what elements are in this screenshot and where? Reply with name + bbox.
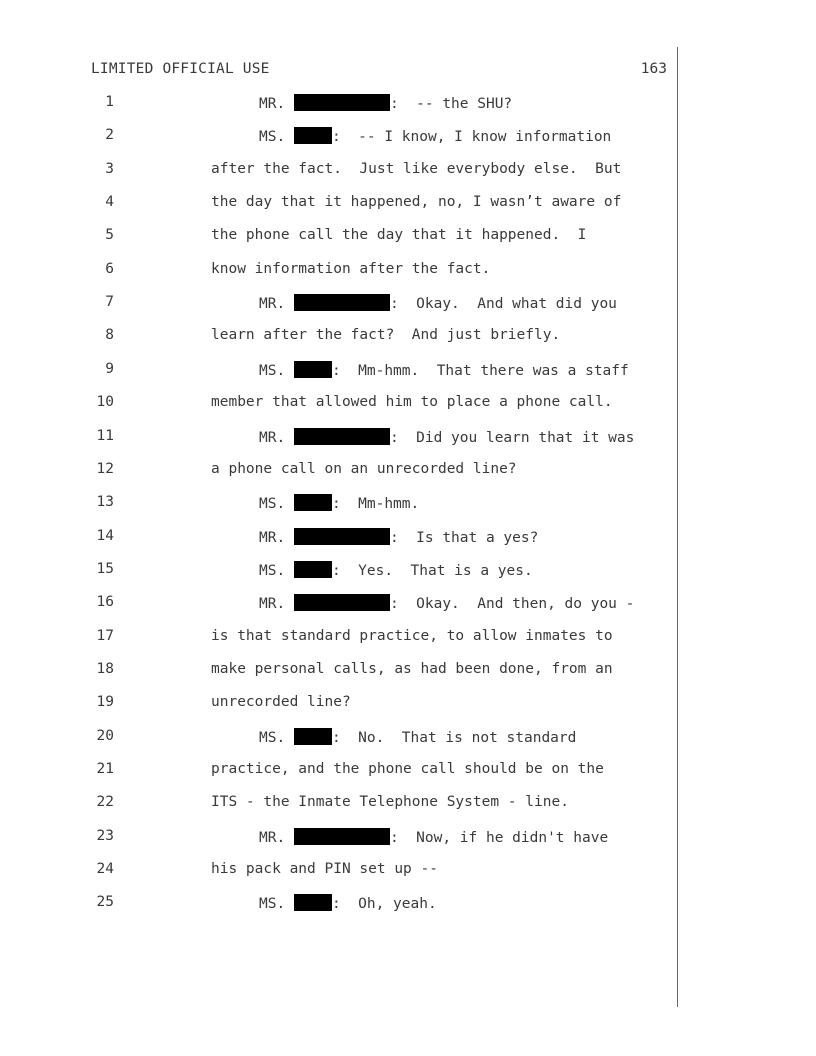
transcript-line [0,761,816,785]
speech-text: after the fact. Just like everybody else. But [211,160,622,177]
speech-text: member that allowed him to place a phone call. [211,394,613,411]
redacted-name-box [294,428,390,445]
speech-text: : Okay. And what did you [389,296,617,313]
speech-text: : Okay. And then, do you - [389,596,635,613]
speaker-line-text [259,428,634,446]
line-number: 12 [96,460,114,477]
continuation-line-text [211,661,613,677]
line-number: 8 [105,327,114,344]
continuation-line-text [211,794,569,810]
speaker-line-text [259,494,419,512]
speaker-line-text [259,361,629,379]
speech-text: : No. That is not standard [331,729,577,746]
transcript-line [0,861,816,885]
line-number: 15 [96,560,114,577]
speech-text: : Is that a yes? [389,529,539,546]
line-number: 23 [96,827,114,844]
speech-text: know information after the fact. [211,260,491,277]
line-number: 18 [96,660,114,677]
transcript-line [0,194,816,218]
speech-text: : -- the SHU? [389,96,513,112]
transcript-line [0,294,816,318]
line-number: 20 [96,727,114,744]
transcript-line [0,161,816,185]
line-number: 24 [96,861,114,878]
speaker-title: MR. [259,429,286,446]
continuation-line-text [211,861,438,877]
transcript-line [0,594,816,618]
classification-header: LIMITED OFFICIAL USE [91,61,270,77]
transcript-line [0,327,816,351]
redacted-name-box [294,127,332,144]
speech-text: : Mm-hmm. That there was a staff [331,362,629,379]
speaker-title: MS. [259,496,286,513]
redacted-name-box [294,728,332,745]
redacted-name-box [294,828,390,845]
speaker-line-text [259,294,617,312]
continuation-line-text [211,761,604,777]
speaker-title: MS. [259,362,286,379]
line-number: 7 [105,294,114,311]
speaker-title: MR. [259,96,286,112]
speech-text: make personal calls, as had been done, from an [211,660,613,677]
redacted-name-box [294,361,332,378]
transcript-line [0,461,816,485]
speech-text: : Oh, yeah. [331,896,437,913]
redacted-name-box [294,494,332,511]
speaker-line-text [259,594,634,612]
transcript-line [0,227,816,251]
line-number: 6 [105,260,114,277]
speech-text: practice, and the phone call should be on the [211,761,604,777]
speech-text: is that standard practice, to allow inmates to [211,627,613,644]
redacted-name-box [294,294,390,311]
line-number: 19 [96,694,114,711]
line-number: 3 [105,160,114,177]
speaker-title: MS. [259,729,286,746]
speech-text: : -- I know, I know information [331,129,612,146]
transcript-line [0,694,816,718]
speech-text: learn after the fact? And just briefly. [211,327,561,344]
transcript-line [0,628,816,652]
line-number: 21 [96,761,114,777]
transcript-line [0,428,816,452]
speech-text: : Did you learn that it was [389,429,635,446]
redacted-name-box [294,894,332,911]
speaker-title: MR. [259,829,286,846]
transcript-line [0,494,816,518]
speaker-line-text [259,728,576,746]
transcript-line [0,361,816,385]
transcript-line [0,894,816,918]
speech-text: a phone call on an unrecorded line? [211,460,517,477]
speaker-line-text [259,94,512,112]
speaker-line-text [259,828,608,846]
continuation-line-text [211,394,613,410]
line-number: 11 [96,427,114,444]
speaker-title: MR. [259,529,286,546]
line-number: 5 [105,227,114,244]
speaker-title: MR. [259,596,286,613]
continuation-line-text [211,194,621,210]
speech-text: : Now, if he didn't have [389,829,609,846]
transcript-line [0,394,816,418]
line-number: 22 [96,794,114,811]
transcript-line [0,561,816,585]
redacted-name-box [294,561,332,578]
line-number: 9 [105,360,114,377]
redacted-name-box [294,528,390,545]
transcript-line [0,828,816,852]
line-number: 16 [96,594,114,611]
continuation-line-text [211,694,351,710]
line-number: 17 [96,627,114,644]
transcript-line [0,528,816,552]
speaker-line-text [259,894,437,912]
speech-text: the phone call the day that it happened. I [211,227,587,244]
continuation-line-text [211,161,621,177]
page-number: 163 [640,61,667,77]
line-number: 1 [105,94,114,110]
continuation-line-text [211,227,586,243]
speaker-title: MR. [259,296,286,313]
speaker-title: MS. [259,896,286,913]
line-number: 14 [96,527,114,544]
speech-text: unrecorded line? [211,694,351,711]
continuation-line-text [211,261,490,277]
continuation-line-text [211,461,517,477]
redacted-name-box [294,594,390,611]
transcript-line [0,94,816,118]
line-number: 13 [96,494,114,511]
speech-text: ITS - the Inmate Telephone System - line. [211,794,569,811]
speech-text: his pack and PIN set up -- [211,861,438,878]
continuation-line-text [211,327,560,343]
speaker-line-text [259,127,611,145]
speech-text: : Mm-hmm. [331,496,420,513]
transcript-line [0,127,816,151]
speech-text: : Yes. That is a yes. [331,562,533,579]
speaker-title: MS. [259,129,286,146]
transcript-line [0,661,816,685]
transcript-line [0,728,816,752]
line-number: 2 [105,127,114,144]
speaker-title: MS. [259,562,286,579]
line-number: 10 [96,394,114,411]
redacted-name-box [294,94,390,111]
line-number: 25 [96,894,114,911]
speech-text: the day that it happened, no, I wasn’t aware of [211,194,622,211]
line-number: 4 [105,194,114,211]
transcript-line [0,794,816,818]
continuation-line-text [211,628,613,644]
transcript-line [0,261,816,285]
speaker-line-text [259,561,533,579]
speaker-line-text [259,528,538,546]
